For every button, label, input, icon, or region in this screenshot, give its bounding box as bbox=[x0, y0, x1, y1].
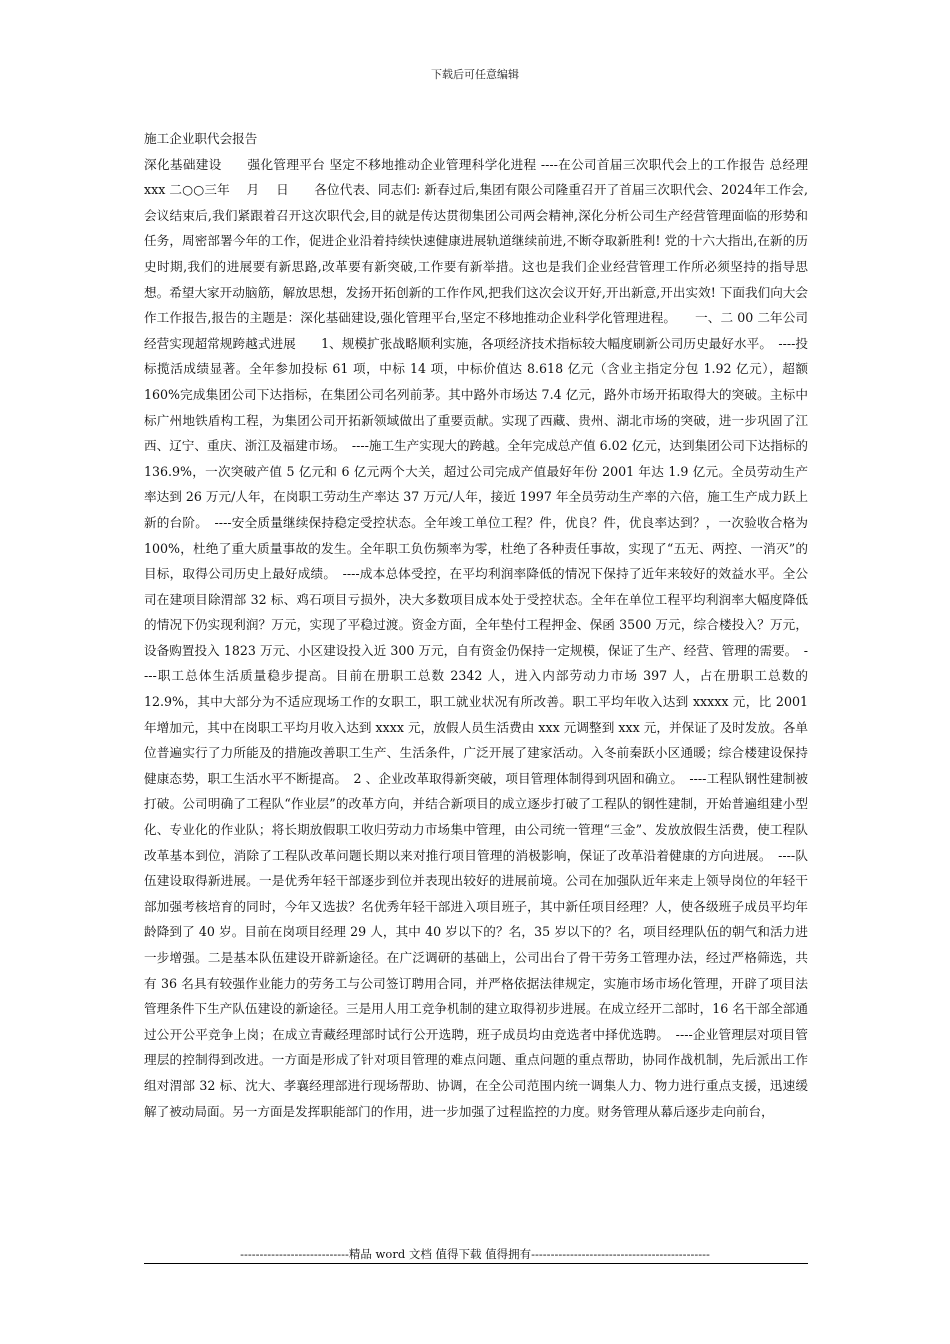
document-body bbox=[144, 126, 846, 1124]
document-paragraph: 深化基础建设 强化管理平台 坚定不移地推动企业管理科学化进程 ----在公司首届三次职代会上的工作报告 总经理 xxx 二○○三年 月 日 各位代表、同志们: 新春过后,集团有限公司隆重召开了首届三次职代会、2024年工作会,会议结束后,我们紧跟着召开这次职代会,目的就是传达贯彻集团公司两会精神,深化分析公司生产经营管理面临的形势和任务，周密部署今年的工作，促进企业沿着持续快速健康进展轨道继续前进,不断夺取新胜利! 党的十六大指出,在新的历史时期,我们的进展要有新思路,改革要有新突破,工作要有新举措。这也是我们企业经营管理工作所必须坚持的指导思想。希望大家开动脑筋，解放思想，发扬开拓创新的工作作风,把我们这次会议开好,开出新意,开出实效! 下面我们向大会作工作报告,报告的主题是：深化基础建设,强化管理平台,坚定不移地推动企业科学化管理进程。 一、二 00 二年公司经营实现超常规跨越式进展 1、规模扩张战略顺利实施，各项经济技术指标较大幅度刷新公司历史最好水平。 ----投标揽活成绩显著。全年参加投标 61 项，中标 14 项，中标价值达 8.618 亿元（含业主指定分包 1.92 亿元），超额 160%完成集团公司下达指标，在集团公司名列前茅。其中路外市场达 7.4 亿元，路外市场开拓取得大的突破。主标中标广州地铁盾构工程，为集团公司开拓新领域做出了重要贡献。实现了西藏、贵州、湖北市场的突破，进一步巩固了江西、辽宁、重庆、浙江及福建市场。 ----施工生产实现大的跨越。全年完成总产值 6.02 亿元，达到集团公司下达指标的 136.9%，一次突破产值 5 亿元和 6 亿元两个大关，超过公司完成产值最好年份 2001 年达 1.9 亿元。全员劳动生产率达到 26 万元/人年，在岗职工劳动生产率达 37 万元/人年，接近 1997 年全员劳动生产率的六倍，施工生产成力跃上新的台阶。 ----安全质量继续保持稳定受控状态。全年竣工单位工程？件，优良？件，优良率达到？，一次验收合格为 100%，杜绝了重大质量事故的发生。全年职工负伤频率为零，杜绝了各种责任事故，实现了“五无、两控、一消灭”的目标，取得公司历史上最好成绩。 ----成本总体受控，在平均利润率降低的情况下保持了近年来较好的效益水平。全公司在建项目除渭部 32 标、鸡石项目亏损外，决大多数项目成本处于受控状态。全年在单位工程平均利润率大幅度降低的情况下仍实现利润？万元，实现了平稳过渡。资金方面，全年垫付工程押金、保函 3500 万元，综合楼投入？万元，设备购置投入 1823 万元、小区建设投入近 300 万元，自有资金仍保持一定规模，保证了生产、经营、管理的需要。 ----职工总体生活质量稳步提高。目前在册职工总数 2342 人，进入内部劳动力市场 397 人，占在册职工总数的 12.9%，其中大部分为不适应现场工作的女职工，职工就业状况有所改善。职工平均年收入达到 xxxxx 元，比 2001 年增加元，其中在岗职工平均月收入达到 xxxx 元，放假人员生活费由 xxx 元调整到 xxx 元，并保证了及时发放。各单位普遍实行了力所能及的措施改善职工生产、生活条件，广泛开展了建家活动。入冬前秦跃小区通暖；综合楼建设保持健康态势，职工生活水平不断提高。 2 、企业改革取得新突破，项目管理体制得到巩固和确立。 ----工程队钢性建制被打破。公司明确了工程队“作业层”的改革方向，并结合新项目的成立逐步打破了工程队的钢性建制，开始普遍组建小型化、专业化的作业队；将长期放假职工收归劳动力市场集中管理，由公司统一管理“三金”、发放放假生活费，使工程队改革基本到位，消除了工程队改革问题长期以来对推行项目管理的消极影响，保证了改革沿着健康的方向进展。 ----队伍建设取得新进展。一是优秀年轻干部逐步到位并表现出较好的进展前境。公司在加强队近年来走上领导岗位的年轻干部加强考核培育的同时，今年又选拔？名优秀年轻干部进入项目班子，其中新任项目经理？人，使各级班子成员平均年龄降到了 40 岁。目前在岗项目经理 29 人，其中 40 岁以下的？名，35 岁以下的？名，项目经理队伍的朝气和活力进一步增强。二是基本队伍建设开辟新途径。在广泛调研的基础上，公司出台了骨干劳务工管理办法，经过严格筛选，共有 36 名具有较强作业能力的劳务工与公司签订聘用合同，并严格依据法律规定，实施市场市场化管理，开辟了项目法管理条件下生产队伍建设的新途径。三是用人用工竞争机制的建立取得初步进展。在成立经开二部时，16 名干部全部通过公开公平竞争上岗；在成立青藏经理部时试行公开选聘，班子成员均由竞选者中择优选聘。 ----企业管理层对项目管理层的控制得到改进。一方面是形成了针对项目管理的难点问题、重点问题的重点帮助，协同作战机制，先后派出工作组对渭部 32 标、沈大、孝襄经理部进行现场帮助、协调，在全公司范围内统一调集人力、物力进行重点支援，迅速缓解了被动局面。另一方面是发挥职能部门的作用，进一步加强了过程监控的力度。财务管理从幕后逐步走向前台， bbox=[144, 156, 846, 1119]
page-header: 下载后可任意编辑 bbox=[431, 68, 519, 81]
document-title: 施工企业职代会报告 bbox=[144, 131, 258, 146]
page-footer: ----------------------------精品 word 文档 值得下载 值得拥有---------------------------------------------- bbox=[240, 1247, 710, 1261]
footer-divider bbox=[144, 1263, 808, 1264]
